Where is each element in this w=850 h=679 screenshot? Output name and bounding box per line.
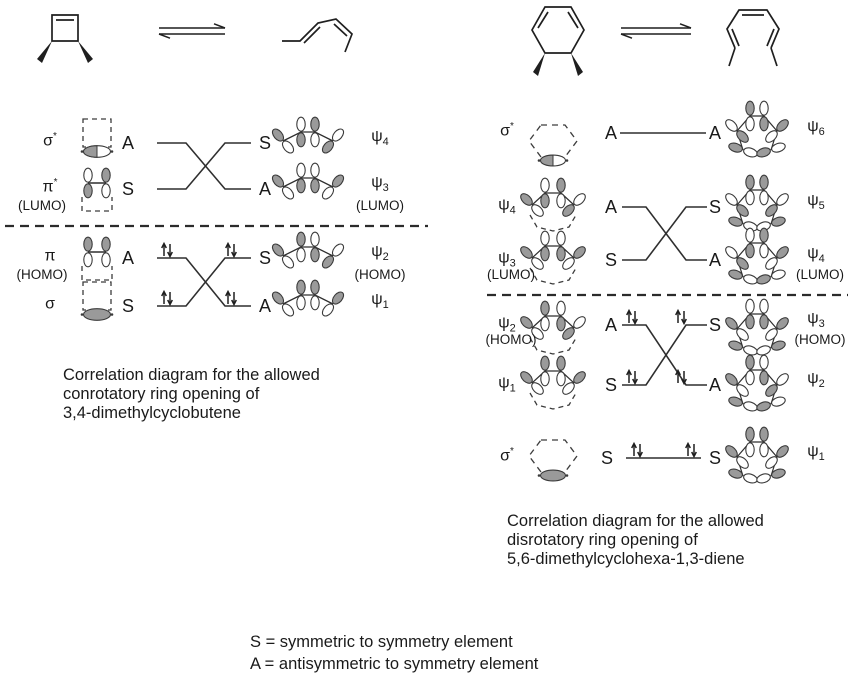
right-symmetry-label-0-left: A xyxy=(604,123,617,143)
butadiene-psi4-orbital xyxy=(272,113,344,163)
right-line-psi3-psi5 xyxy=(622,207,707,260)
left-orbital-label-2: π xyxy=(44,247,56,265)
cyclohexadiene-structure xyxy=(517,2,597,80)
left-orbital-label-3: σ xyxy=(45,295,55,313)
left-line-pistar-psi4 xyxy=(157,143,251,189)
electron-arrows xyxy=(162,244,697,457)
right-orbital-sublabel-3: (HOMO) xyxy=(485,332,537,347)
hexatriene-psi2-orbital xyxy=(727,356,787,422)
right-line-psi4-psi4 xyxy=(622,207,707,260)
left-symmetry-label-0-right: S xyxy=(258,133,271,153)
hexatriene-psi1-orbital xyxy=(727,428,787,494)
right-orbital-sublabel-2: (LUMO) xyxy=(487,267,535,282)
right-orbital-label-0: σ* xyxy=(500,121,514,140)
butadiene-psi2-orbital xyxy=(272,228,344,278)
left-symmetry-label-1-right: A xyxy=(258,179,271,199)
left-line-pi-psi1 xyxy=(157,258,251,306)
right-psi-sublabel-2: (LUMO) xyxy=(796,267,844,282)
right-caption-line3: 5,6-dimethylcyclohexa-1,3-diene xyxy=(507,550,745,568)
right-symmetry-label-3-left: A xyxy=(604,315,617,335)
right-psi-label-4: $\psi_2$ xyxy=(807,370,825,391)
right-orbital-label-4: $\psi_1$ xyxy=(498,374,516,395)
right-symmetry-label-2-left: S xyxy=(604,250,617,270)
right-psi-label-5: $\psi_1$ xyxy=(807,443,825,464)
legend-antisymmetric: A = antisymmetric to symmetry element xyxy=(250,654,539,673)
left-symmetry-label-3-left: S xyxy=(121,296,134,316)
cyclobutene-structure xyxy=(28,6,98,68)
right-caption-line1: Correlation diagram for the allowed xyxy=(507,512,764,530)
right-symmetry-label-5-right: S xyxy=(708,448,721,468)
right-caption xyxy=(507,512,764,569)
left-caption-line2: conrotatory ring opening of xyxy=(63,385,260,403)
hexadiene-structure xyxy=(270,10,362,62)
right-line-psi1-psi3 xyxy=(622,325,707,385)
left-caption xyxy=(63,366,320,423)
right-psi-label-3: $\psi_3$ xyxy=(807,310,825,331)
right-symmetry-label-5-left: S xyxy=(600,448,613,468)
right-caption-line2: disrotatory ring opening of xyxy=(507,531,698,549)
butadiene-psi3-orbital xyxy=(272,159,344,209)
left-line-sigmastar-psi3 xyxy=(157,143,251,189)
right-psi-label-1: $\psi_5$ xyxy=(807,192,825,213)
equilibrium-arrow-right xyxy=(618,22,694,40)
left-psi-sublabel-2: (HOMO) xyxy=(354,267,406,282)
left-symmetry-label-2-right: S xyxy=(258,248,271,268)
right-symmetry-label-4-left: S xyxy=(604,375,617,395)
right-psi-label-2: $\psi_4$ xyxy=(807,245,825,266)
right-orbital-label-3: $\psi_2$ xyxy=(498,314,516,335)
left-psi-label-0: $\psi_4$ xyxy=(371,128,389,149)
right-symmetry-label-1-right: S xyxy=(708,197,721,217)
symmetry-legend xyxy=(250,632,538,675)
right-symmetry-label-3-right: S xyxy=(708,315,721,335)
right-line-psi2-psi2 xyxy=(622,325,707,385)
left-symmetry-label-3-right: A xyxy=(258,296,271,316)
left-caption-line3: 3,4-dimethylcyclobutene xyxy=(63,404,241,422)
legend-symmetric: S = symmetric to symmetry element xyxy=(250,633,513,651)
right-orbital-label-2: $\psi_3$ xyxy=(498,249,516,270)
left-psi-label-2: $\psi_2$ xyxy=(371,243,389,264)
left-symmetry-label-1-left: S xyxy=(121,179,134,199)
right-symmetry-label-0-right: A xyxy=(708,123,721,143)
left-symmetry-label-2-left: A xyxy=(121,248,134,268)
right-symmetry-label-4-right: A xyxy=(708,375,721,395)
right-orbital-label-5: σ* xyxy=(500,446,514,465)
butadiene-psi1-orbital xyxy=(272,276,344,326)
equilibrium-arrow-left xyxy=(156,22,228,40)
hexatriene-structure xyxy=(718,2,790,74)
left-psi-label-3: $\psi_1$ xyxy=(371,291,389,312)
right-orbital-label-1: $\psi_4$ xyxy=(498,196,516,217)
right-symmetry-label-1-left: A xyxy=(604,197,617,217)
left-line-sigma-psi2 xyxy=(157,258,251,306)
left-orbital-label-1: π* xyxy=(42,177,58,196)
right-symmetry-label-2-right: A xyxy=(708,250,721,270)
left-psi-sublabel-1: (LUMO) xyxy=(356,198,404,213)
left-caption-line1: Correlation diagram for the allowed xyxy=(63,366,320,384)
right-psi-sublabel-3: (HOMO) xyxy=(794,332,846,347)
right-psi-label-0: $\psi_6$ xyxy=(807,118,825,139)
left-psi-label-1: $\psi_3$ xyxy=(371,174,389,195)
hexatriene-psi4-orbital xyxy=(727,229,787,295)
left-symmetry-label-0-left: A xyxy=(121,133,134,153)
left-orbital-sublabel-2: (HOMO) xyxy=(16,267,68,282)
hexatriene-psi6-orbital xyxy=(727,102,787,168)
left-orbital-label-0: σ* xyxy=(43,131,57,150)
left-orbital-sublabel-1: (LUMO) xyxy=(18,198,66,213)
